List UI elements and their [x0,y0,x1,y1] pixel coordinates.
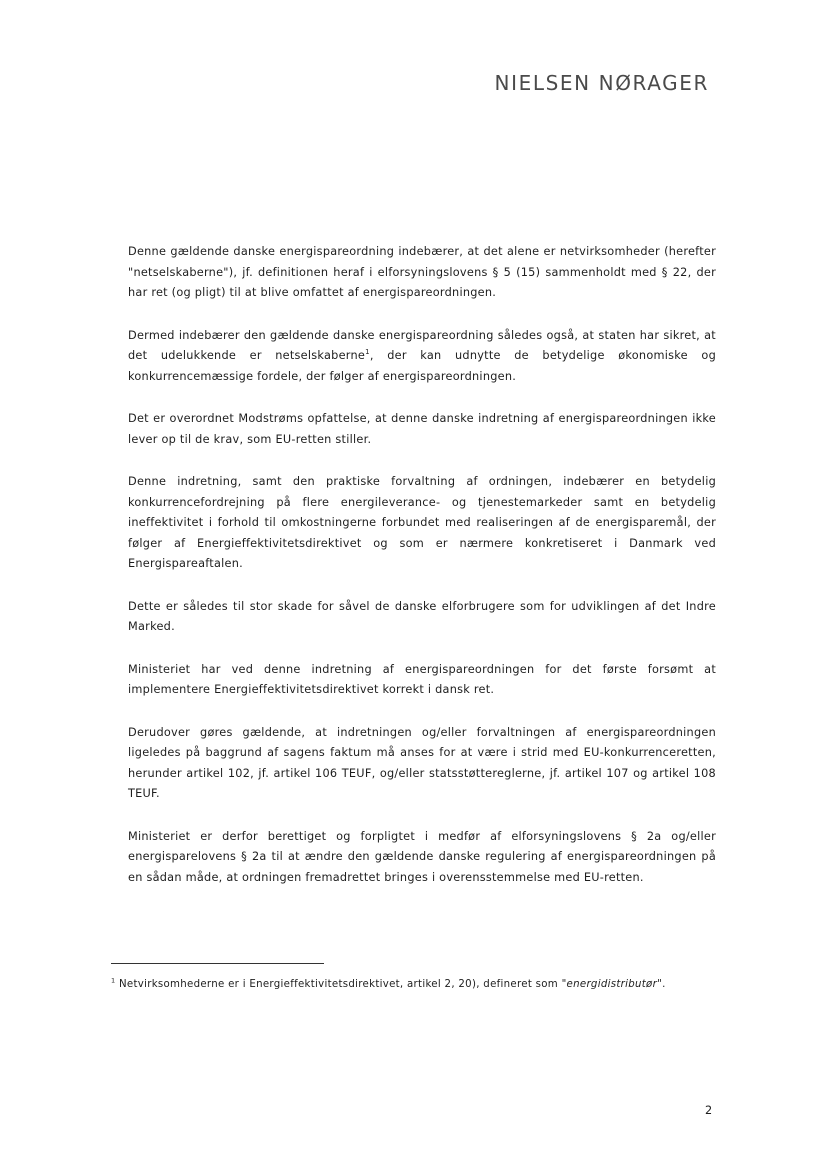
paragraph-7: Derudover gøres gældende, at indretningen og/eller forvaltningen af energispareordningen ligeledes på baggrund af sagens faktum må anses for at være i strid med EU-konkurrenceretten, herunder artikel 102, jf. artikel 106 TEUF, og/eller statsstøttereglerne, jf. artikel 107 og artikel 108 TEUF. [128,725,716,800]
paragraph-2 [128,326,716,388]
footnote [111,975,716,995]
paragraph-3: Det er overordnet Modstrøms opfattelse, at denne danske indretning af energispareordningen ikke lever op til de krav, som EU-retten stiller. [128,412,716,446]
paragraph-2-text-before: Dermed indebærer den gældende danske energispareordning således også, at staten har sikret, at det udelukkende er netselskaberne [128,328,716,362]
paragraph-8: Ministeriet er derfor berettiget og forpligtet i medfør af elforsyningslovens § 2a og/eller energisparelovens § 2a til at ændre den gældende danske regulering af energispareordningen på en sådan måde, at ordningen fremadrettet bringes i overensstemmelse med EU-retten. [128,829,716,884]
footnote-divider [111,963,324,964]
footnote-number: 1 [111,976,116,985]
company-logo: NIELSEN NØRAGER [494,71,709,95]
paragraph-4: Denne indretning, samt den praktiske forvaltning af ordningen, indebærer en betydelig konkurrencefordrejning på flere energileverance- og tjenestemarkeder samt en betydelig ineffektivitet i forhold til omkostningerne forbundet med realiseringen af de energisparemål, der følger af Energieffektivitetsdirektivet og som er nærmere konkretiseret i Danmark ved Energispareaftalen. [128,475,716,570]
page-number: 2 [705,1104,713,1117]
paragraph-2-text-after: , der kan udnytte de betydelige økonomiske og konkurrencemæssige fordele, der følger af energispareordningen. [128,349,716,383]
footnote-reference[interactable]: 1 [365,348,370,357]
paragraph-5: Dette er således til stor skade for såvel de danske elforbrugere som for udviklingen af det Indre Marked. [128,599,716,633]
document-body [128,242,716,910]
footnote-suffix: . [662,979,666,990]
footnote-italic-term: "energidistributør" [561,979,663,990]
paragraph-1: Denne gældende danske energispareordning indebærer, at det alene er netvirksomheder (herefter "netselskaberne"), jf. definitionen heraf i elforsyningslovens § 5 (15) sammenholdt med § 22, der har ret (og pligt) til at blive omfattet af energispareordningen. [128,245,716,299]
paragraph-6: Ministeriet har ved denne indretning af energispareordningen for det første forsømt at implementere Energieffektivitetsdirektivet korrekt i dansk ret. [128,662,716,696]
footnote-text: Netvirksomhederne er i Energieffektivitetsdirektivet, artikel 2, 20), defineret som [115,979,562,990]
